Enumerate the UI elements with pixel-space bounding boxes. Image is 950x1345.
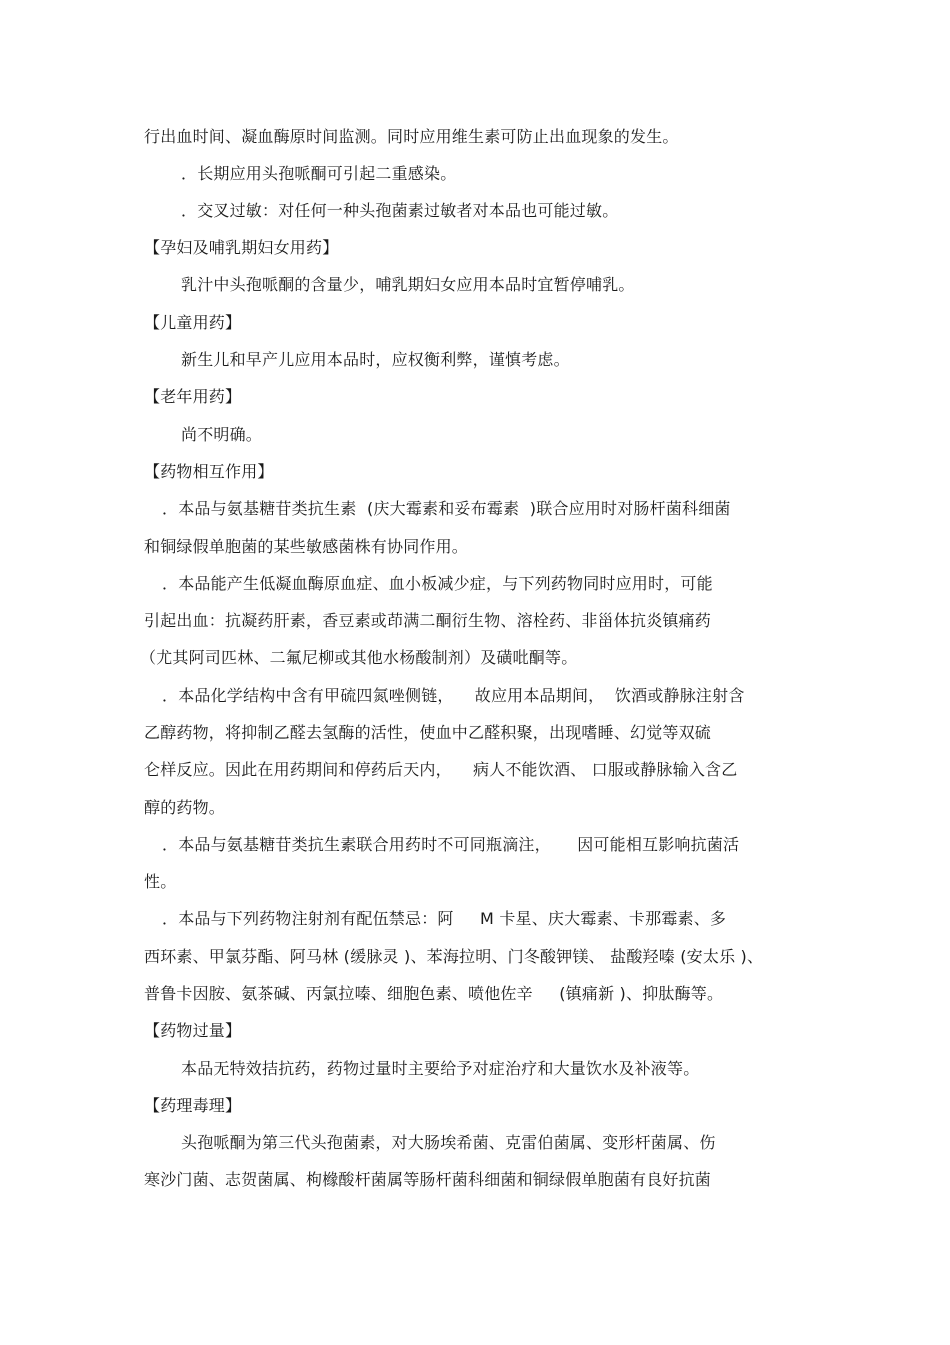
section-heading: 【儿童用药】 [144, 313, 242, 332]
text-line: ．本品与下列药物注射剂有配伍禁忌：阿 M 卡星、庆大霉素、卡那霉素、多 [162, 909, 727, 928]
text-line: （尤其阿司匹林、二氟尼柳或其他水杨酸制剂）及磺吡酮等。 [140, 648, 578, 667]
text-line: 行出血时间、凝血酶原时间监测。同时应用维生素可防止出血现象的发生。 [144, 127, 679, 146]
text-line: ．交叉过敏：对任何一种头孢菌素过敏者对本品也可能过敏。 [181, 201, 619, 220]
text-line: ．本品能产生低凝血酶原血症、血小板减少症，与下列药物同时应用时，可能 [162, 574, 713, 593]
text-line: 普鲁卡因胺、氨茶碱、丙氯拉嗪、细胞色素、喷他佐辛 (镇痛新 )、抑肽酶等。 [144, 984, 724, 1003]
section-heading: 【药理毒理】 [144, 1096, 242, 1115]
section-heading: 【老年用药】 [144, 387, 242, 406]
text-line: 乙醇药物，将抑制乙醛去氢酶的活性，使血中乙醛积聚，出现嗜睡、幻觉等双硫 [144, 723, 712, 742]
text-line: ．本品与氨基糖苷类抗生素联合用药时不可同瓶滴注， 因可能相互影响抗菌活 [162, 835, 740, 854]
text-line: ．长期应用头孢哌酮可引起二重感染。 [181, 164, 457, 183]
text-line: 头孢哌酮为第三代头孢菌素，对大肠埃希菌、克雷伯菌属、变形杆菌属、伤 [181, 1133, 716, 1152]
section-heading: 【药物相互作用】 [144, 462, 274, 481]
text-line: 本品无特效拮抗药，药物过量时主要给予对症治疗和大量饮水及补液等。 [181, 1059, 700, 1078]
text-line: ．本品化学结构中含有甲硫四氮唑侧链， 故应用本品期间， 饮酒或静脉注射含 [162, 686, 745, 705]
section-heading: 【孕妇及哺乳期妇女用药】 [144, 238, 339, 257]
text-line: 性。 [144, 872, 177, 891]
text-line: 醇的药物。 [144, 798, 226, 817]
text-line: ．本品与氨基糖苷类抗生素 (庆大霉素和妥布霉素 )联合应用时对肠杆菌科细菌 [162, 499, 731, 518]
text-line: 新生儿和早产儿应用本品时，应权衡利弊，谨慎考虑。 [181, 350, 570, 369]
text-line: 寒沙门菌、志贺菌属、枸橼酸杆菌属等肠杆菌科细菌和铜绿假单胞菌有良好抗菌 [144, 1170, 712, 1189]
text-line: 西环素、甲氯芬酯、阿马林 (缓脉灵 )、苯海拉明、门冬酸钾镁、 盐酸羟嗪 (安太乐 )、 [144, 947, 764, 966]
text-line: 仑样反应。因此在用药期间和停药后天内， 病人不能饮酒、 口服或静脉输入含乙 [144, 760, 738, 779]
text-line: 引起出血：抗凝药肝素，香豆素或茚满二酮衍生物、溶栓药、非甾体抗炎镇痛药 [144, 611, 712, 630]
text-line: 和铜绿假单胞菌的某些敏感菌株有协同作用。 [144, 537, 469, 556]
section-heading: 【药物过量】 [144, 1021, 242, 1040]
text-line: 乳汁中头孢哌酮的含量少，哺乳期妇女应用本品时宜暂停哺乳。 [181, 275, 635, 294]
text-line: 尚不明确。 [181, 425, 263, 444]
